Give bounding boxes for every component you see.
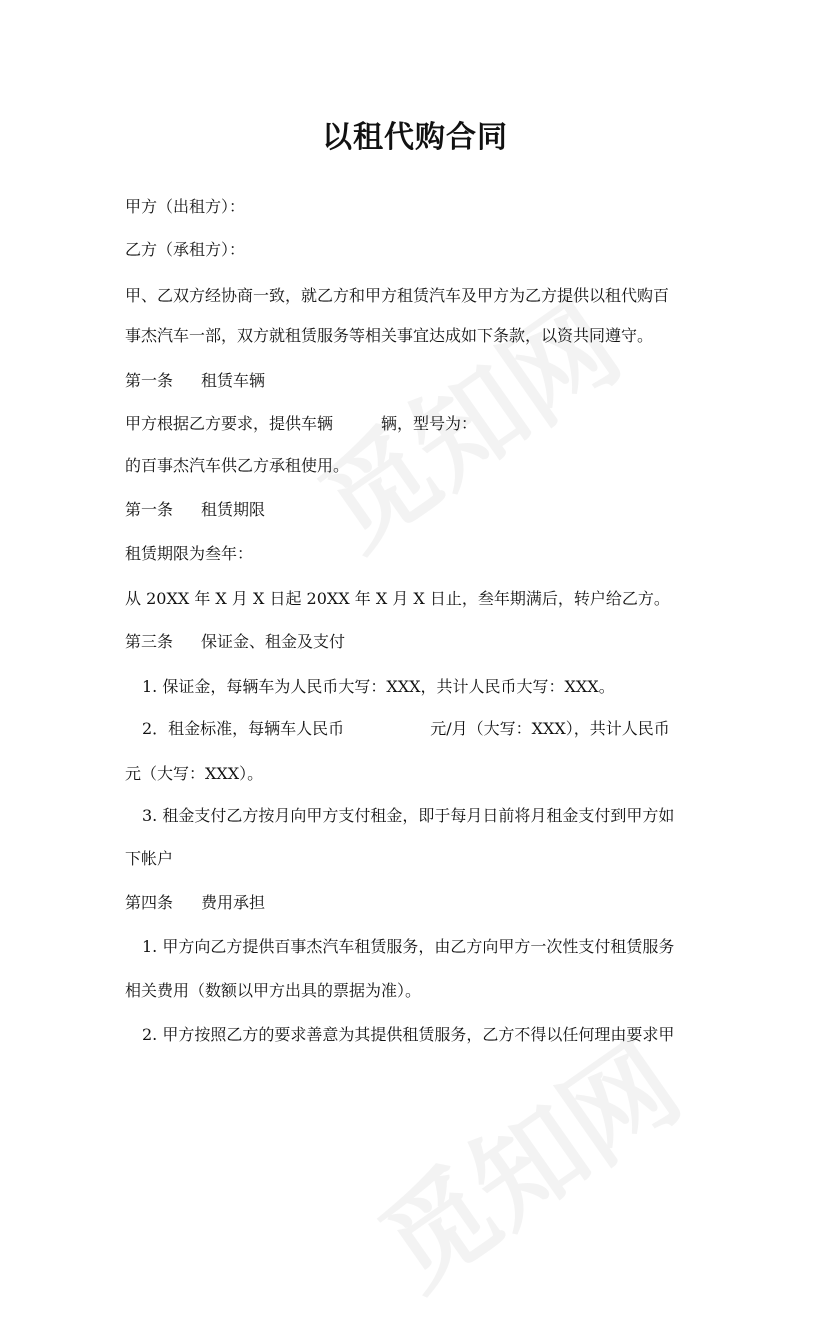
party-a-line: 甲方（出租方）： [125,197,246,216]
article-title: 租赁期限 [201,500,266,519]
watermark [345,1000,706,1318]
article-label: 第一条 [125,500,174,519]
article-4-item-2: 2. 甲方按照乙方的要求善意为其提供租赁服务，乙方不得以任何理由要求甲 [142,1025,675,1044]
article-2-paragraph-1: 租赁期限为叁年： [125,544,254,563]
document-title: 以租代购合同 [322,120,508,155]
article-title: 保证金、租金及支付 [201,632,346,651]
article-3-item-3-cont: 下帐户 [125,849,174,868]
article-4-item-1-cont: 相关费用（数额以甲方出具的票据为准）。 [125,981,422,1000]
article-title: 费用承担 [201,893,266,912]
article-label: 第三条 [125,632,174,651]
article-2-heading [125,499,730,521]
article-label: 第一条 [125,371,174,390]
intro-line-2: 事杰汽车一部，双方就租赁服务等相关事宜达成如下条款，以资共同遵守。 [125,326,654,345]
article-4-heading [125,892,730,914]
article-1-paragraph-1: 甲方根据乙方要求，提供车辆 辆，型号为： [125,414,478,433]
article-title: 租赁车辆 [201,371,266,390]
article-3-item-3: 3. 租金支付乙方按月向甲方支付租金，即于每月日前将月租金支付到甲方如 [142,806,675,825]
party-b-line: 乙方（承租方）： [125,240,246,259]
article-1-heading [125,370,730,392]
article-2-paragraph-2: 从 20XX 年 X 月 X 日起 20XX 年 X 月 X 日止，叁年期满后，转户给乙方。 [125,589,670,608]
article-1-paragraph-2: 的百事杰汽车供乙方承租使用。 [125,456,350,475]
intro-line-1: 甲、乙双方经协商一致，就乙方和甲方租赁汽车及甲方为乙方提供以租代购百 [125,286,670,305]
article-3-item-2: 2．租金标准，每辆车人民币 元/月（大写：XXX），共计人民币 [142,719,670,738]
article-label: 第四条 [125,893,174,912]
article-3-heading [125,631,730,653]
article-4-item-1: 1. 甲方向乙方提供百事杰汽车租赁服务，由乙方向甲方一次性支付租赁服务 [142,937,675,956]
article-3-item-1: 1. 保证金，每辆车为人民币大写：XXX，共计人民币大写：XXX。 [142,677,615,696]
article-3-item-2-cont: 元（大写：XXX）。 [125,764,264,783]
